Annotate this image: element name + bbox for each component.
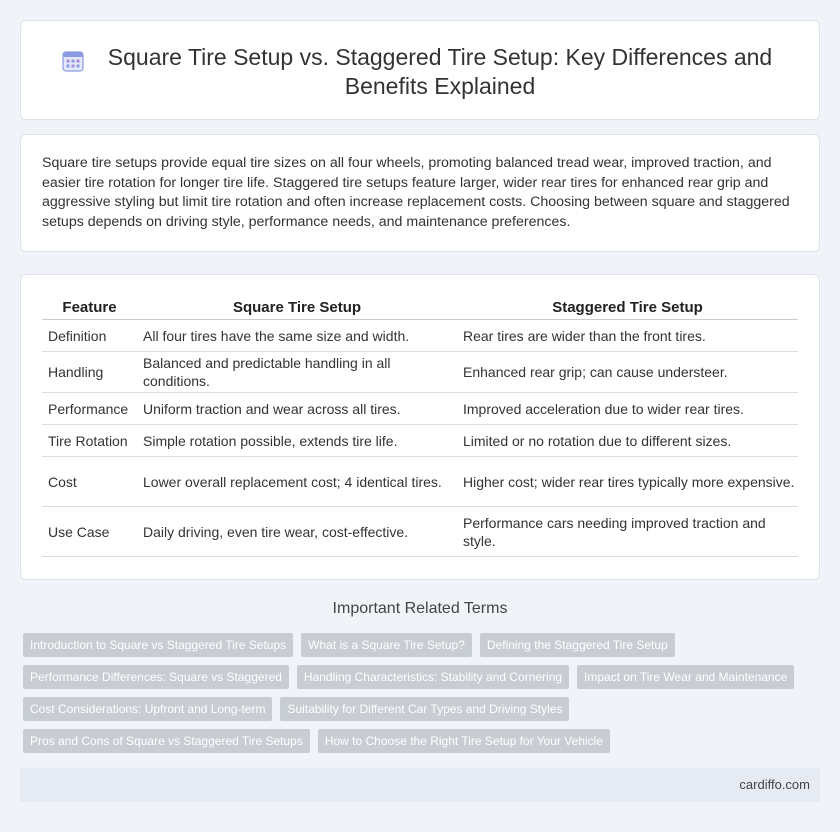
related-term-tag[interactable]: Defining the Staggered Tire Setup — [480, 633, 675, 657]
feature-cell: Tire Rotation — [42, 425, 137, 457]
comparison-table-card — [20, 274, 820, 580]
tag-row — [23, 633, 823, 657]
related-term-tag[interactable]: What is a Square Tire Setup? — [301, 633, 472, 657]
square-cell: Uniform traction and wear across all tires. — [137, 393, 457, 425]
related-term-tag[interactable]: Introduction to Square vs Staggered Tire Setups — [23, 633, 293, 657]
related-term-tag[interactable]: How to Choose the Right Tire Setup for Your Vehicle — [318, 729, 610, 753]
intro-card — [20, 134, 820, 252]
page-title: Square Tire Setup vs. Staggered Tire Setup: Key Differences and Benefits Explained — [107, 44, 773, 99]
table-row — [42, 320, 798, 352]
intro-paragraph: Square tire setups provide equal tire sizes on all four wheels, promoting balanced tread wear, improved traction, and easier tire rotation for longer tire life. Staggered tire setups feature larger, wider rear tires for enhanced rear grip and aggressive styling but limit tire rotation and often increase replacement costs. Choosing between square and staggered setups depends on driving style, performance needs, and maintenance preferences. — [42, 155, 790, 230]
square-cell: Lower overall replacement cost; 4 identical tires. — [137, 457, 457, 507]
staggered-cell: Higher cost; wider rear tires typically more expensive. — [457, 457, 798, 507]
table-row — [42, 425, 798, 457]
related-term-tag[interactable]: Performance Differences: Square vs Staggered — [23, 665, 289, 689]
header-feature: Feature — [42, 295, 137, 320]
feature-cell: Cost — [42, 457, 137, 507]
table-row — [42, 457, 798, 507]
tag-row — [23, 697, 823, 721]
title-card — [20, 20, 820, 120]
feature-cell: Handling — [42, 352, 137, 393]
related-term-tag[interactable]: Cost Considerations: Upfront and Long-term — [23, 697, 272, 721]
footer-site-name[interactable]: cardiffo.com — [739, 777, 810, 792]
tag-row — [23, 665, 823, 689]
staggered-cell: Enhanced rear grip; can cause understeer. — [457, 352, 798, 393]
related-term-tag[interactable]: Handling Characteristics: Stability and Cornering — [297, 665, 569, 689]
footer-bar — [20, 768, 820, 802]
staggered-cell: Improved acceleration due to wider rear tires. — [457, 393, 798, 425]
table-row — [42, 393, 798, 425]
comparison-table — [42, 295, 798, 557]
related-term-tag[interactable]: Pros and Cons of Square vs Staggered Tire Setups — [23, 729, 310, 753]
tag-row — [23, 729, 823, 753]
header-staggered: Staggered Tire Setup — [457, 295, 798, 320]
square-cell: Simple rotation possible, extends tire life. — [137, 425, 457, 457]
staggered-cell: Limited or no rotation due to different sizes. — [457, 425, 798, 457]
table-row — [42, 507, 798, 557]
staggered-cell: Performance cars needing improved traction and style. — [457, 507, 798, 557]
related-terms-tags — [23, 633, 823, 761]
table-row — [42, 352, 798, 393]
square-cell: Balanced and predictable handling in all conditions. — [137, 352, 457, 393]
feature-cell: Use Case — [42, 507, 137, 557]
header-square: Square Tire Setup — [137, 295, 457, 320]
staggered-cell: Rear tires are wider than the front tires. — [457, 320, 798, 352]
related-term-tag[interactable]: Impact on Tire Wear and Maintenance — [577, 665, 794, 689]
related-term-tag[interactable]: Suitability for Different Car Types and Driving Styles — [280, 697, 569, 721]
related-terms-title: Important Related Terms — [332, 600, 508, 617]
feature-cell: Definition — [42, 320, 137, 352]
feature-cell: Performance — [42, 393, 137, 425]
table-header-row — [42, 295, 798, 320]
square-cell: All four tires have the same size and width. — [137, 320, 457, 352]
square-cell: Daily driving, even tire wear, cost-effective. — [137, 507, 457, 557]
